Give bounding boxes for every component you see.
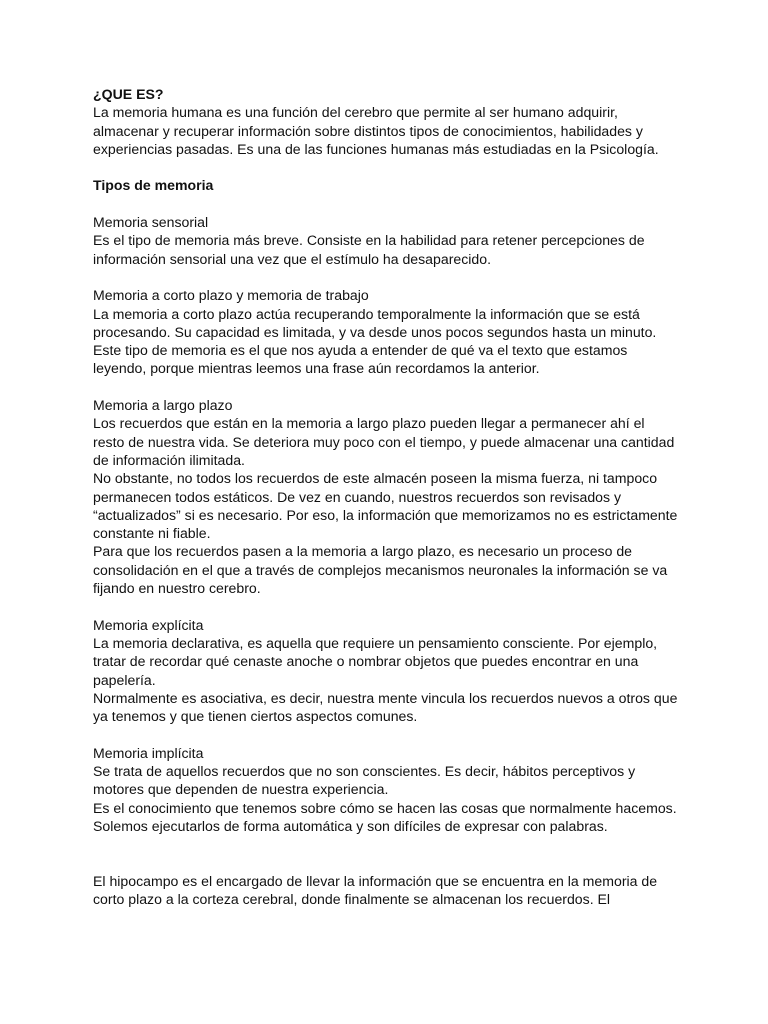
section-paragraph: Los recuerdos que están en la memoria a largo plazo pueden llegar a permanecer ahí el resto de nuestra vida. Se deteriora muy poco con el tiempo, y puede almacenar una cantidad de información ilimitada.: [93, 415, 675, 468]
intro-paragraph: La memoria humana es una función del cerebro que permite al ser humano adquirir, almacenar y recuperar información sobre distintos tipos de conocimientos, habilidades y experiencias pasadas. Es una de las funciones humanas más estudiadas en la Psicología.: [93, 104, 659, 157]
types-heading: Tipos de memoria: [93, 177, 214, 194]
section-title: Memoria explícita: [93, 616, 204, 633]
section-paragraph: Es el conocimiento que tenemos sobre cómo se hacen las cosas que normalmente hacemos. Solemos ejecutarlos de forma automática y son difíciles de expresar con palabras.: [93, 799, 677, 834]
section-paragraph: La memoria declarativa, es aquella que requiere un pensamiento consciente. Por ejemplo, tratar de recordar qué cenaste anoche o nombrar objetos que puedes encontrar en una papelería.: [93, 634, 658, 688]
intro-section: [93, 85, 678, 158]
section-paragraph: La memoria a corto plazo actúa recuperando temporalmente la información que se está procesando. Su capacidad es limitada, y va desde unos pocos segundos hasta un minuto. Este tipo de memoria es el que nos ayuda a entender de qué va el texto que estamos leyendo, porque mientras leemos una frase aún recordamos la anterior.: [93, 305, 657, 377]
section-paragraph: Para que los recuerdos pasen a la memoria a largo plazo, es necesario un proceso de consolidación en el que a través de complejos mecanismos neuronales la información se va fijando en nuestro cerebro.: [93, 543, 668, 597]
document-page: [93, 85, 678, 908]
intro-heading: ¿QUE ES?: [93, 86, 164, 102]
section-memoria-implicita: [93, 744, 678, 835]
section-memoria-explicita: [93, 616, 678, 726]
section-memoria-corto-plazo: [93, 286, 678, 377]
section-memoria-largo-plazo: [93, 396, 678, 597]
section-title: Memoria a largo plazo: [93, 397, 233, 414]
section-title: Memoria sensorial: [93, 214, 209, 231]
section-title: Memoria implícita: [93, 744, 204, 761]
section-title: Memoria a corto plazo y memoria de trabajo: [93, 287, 369, 304]
section-paragraph: Es el tipo de memoria más breve. Consiste en la habilidad para retener percepciones de información sensorial una vez que el estímulo ha desaparecido.: [93, 232, 645, 267]
section-paragraph: Normalmente es asociativa, es decir, nuestra mente vincula los recuerdos nuevos a otros que ya tenemos y que tienen ciertos aspectos comunes.: [93, 689, 678, 725]
closing-section: [93, 872, 678, 909]
section-paragraph: Se trata de aquellos recuerdos que no son conscientes. Es decir, hábitos perceptivos y motores que dependen de nuestra experiencia.: [93, 762, 636, 798]
section-paragraph: No obstante, no todos los recuerdos de este almacén poseen la misma fuerza, ni tampoco permanecen todos estáticos. De vez en cuando, nuestros recuerdos son revisados y “actualizados” si es necesario. Por eso, la información que memorizamos no es estrictamente constante ni fiable.: [93, 470, 678, 542]
closing-paragraph: El hipocampo es el encargado de llevar la información que se encuentra en la memoria de corto plazo a la corteza cerebral, donde finalmente se almacenan los recuerdos. El: [93, 872, 658, 908]
section-memoria-sensorial: [93, 213, 678, 268]
